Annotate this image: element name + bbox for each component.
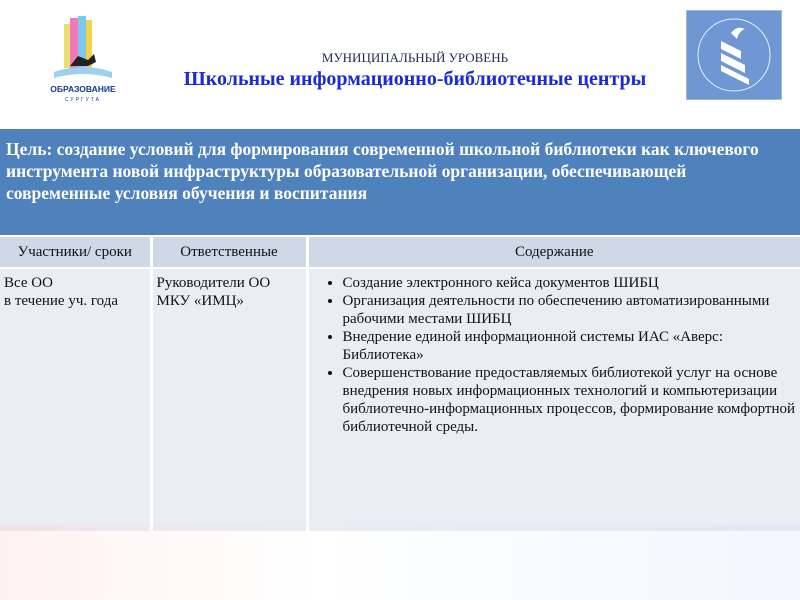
cell-line: в течение уч. года: [4, 293, 119, 309]
plan-table: [0, 237, 800, 531]
column-header: Содержание: [307, 237, 800, 268]
participants-cell: [0, 268, 151, 531]
list-item: • Внедрение единой информационной системы ИАС «Аверс: Библиотека»: [343, 328, 797, 364]
svg-text:ОБРАЗОВАНИЕ: ОБРАЗОВАНИЕ: [50, 84, 116, 94]
list-item: • Совершенствование предоставляемых библиотекой услуг на основе внедрения новых информационных технологий и компьютеризации библиотечно-информационных процессов, формирование комфортной библиотечной среды.: [343, 364, 797, 436]
table-row: [0, 268, 800, 531]
cell-line: Все ОО: [4, 275, 53, 291]
column-header: Участники/ сроки: [0, 237, 151, 268]
responsible-cell: [151, 268, 307, 531]
list-item: • Организация деятельности по обеспечению автоматизированными рабочими местами ШИБЦ: [343, 292, 797, 328]
cell-line: МКУ «ИМЦ»: [156, 293, 244, 309]
cell-line: Руководители ОО: [156, 275, 271, 291]
content-cell: [307, 268, 800, 531]
list-item: • Создание электронного кейса документов ШИБЦ: [343, 274, 797, 292]
table-header-row: [0, 237, 800, 268]
decorative-background: [0, 525, 800, 600]
page-title: Школьные информационно-библиотечные центры: [183, 68, 647, 90]
goal-banner: Цель: создание условий для формирования современной школьной библиотеки как ключевого инструмента новой инфраструктуры образовательной организации, обеспечивающей современные условия обучения и воспитания: [0, 129, 800, 235]
content-list: [313, 274, 797, 436]
column-header: Ответственные: [151, 237, 307, 268]
page-subtitle: МУНИЦИПАЛЬНЫЙ УРОВЕНЬ: [321, 50, 509, 65]
svg-text:СУРГУТА: СУРГУТА: [64, 97, 102, 103]
